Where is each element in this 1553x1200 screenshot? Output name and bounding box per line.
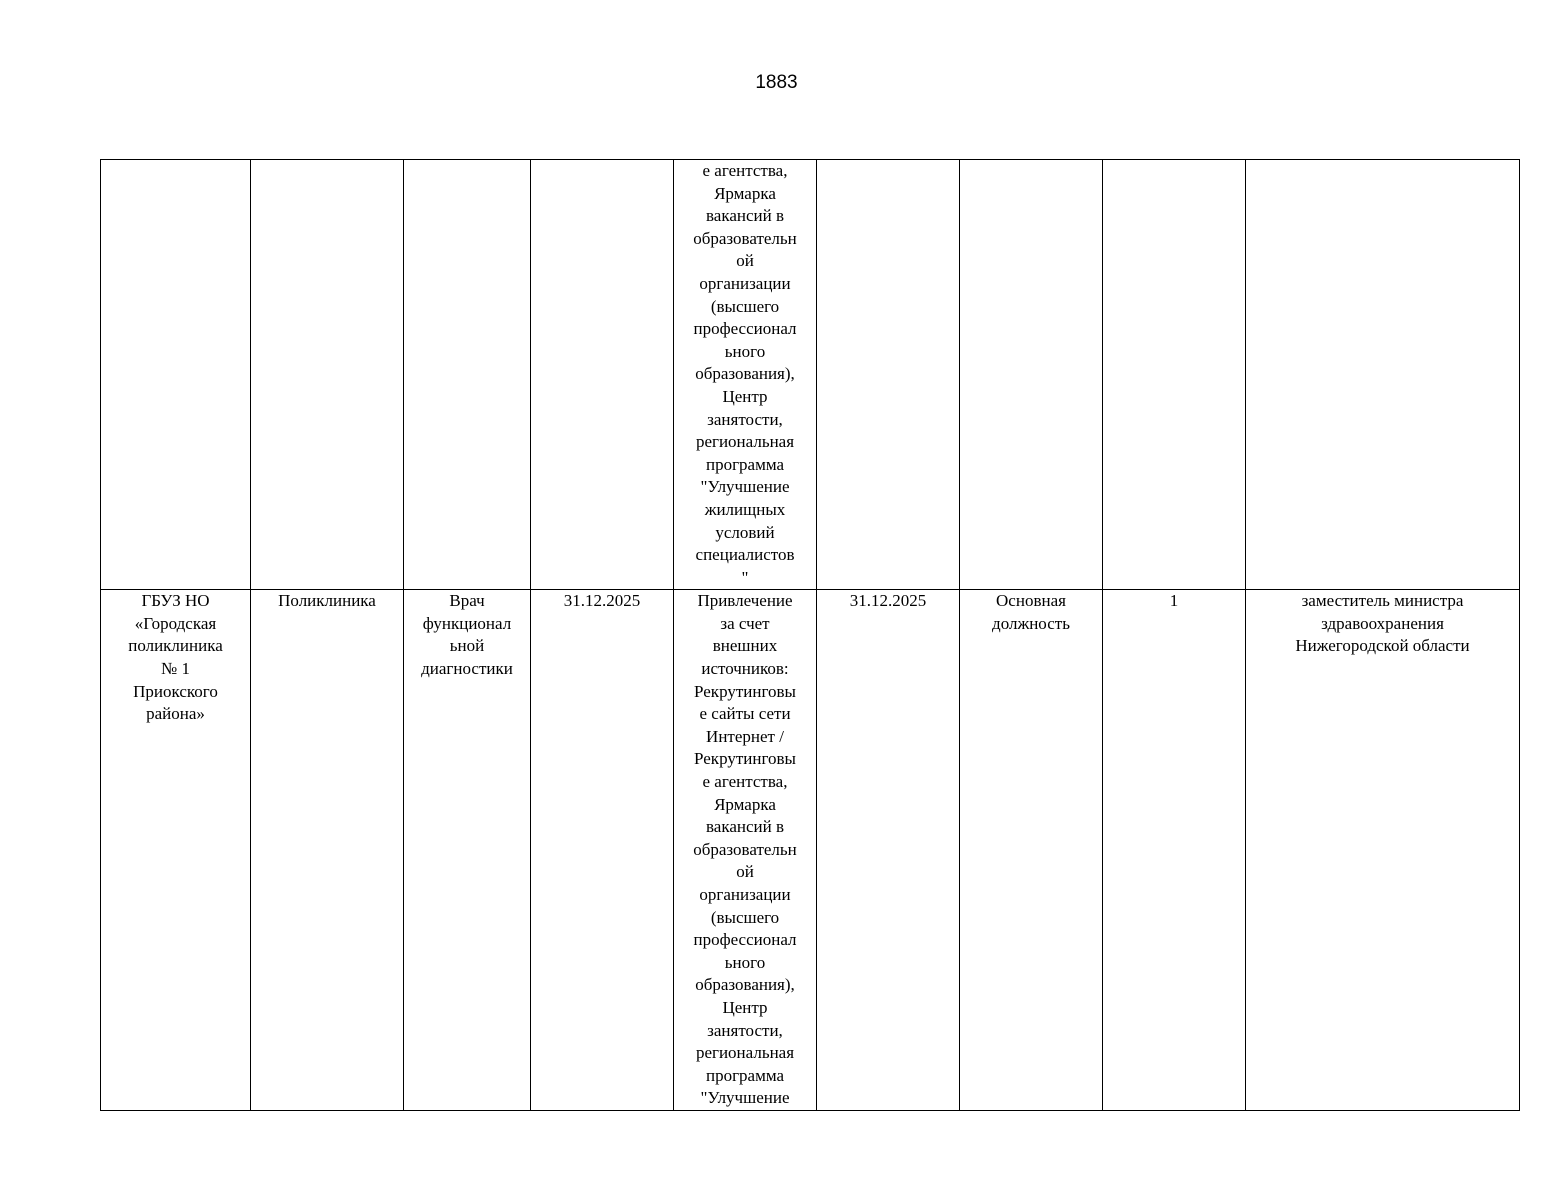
cell-source: е агентства, Ярмарка вакансий в образовательн ой организации (высшего профессионал ьного образования), Центр занятости, региональная программа "Улучшение жилищных условий специалистов " (674, 160, 817, 590)
cell-unit (251, 160, 404, 590)
page-number: 1883 (755, 72, 798, 93)
document-table (100, 159, 1520, 1111)
cell-position: Врач функционал ьной диагностики (404, 590, 531, 1111)
cell-position (404, 160, 531, 590)
cell-post-type: Основная должность (960, 590, 1103, 1111)
cell-organization: ГБУЗ НО «Городская поликлиника № 1 Приокского района» (101, 590, 251, 1111)
table-row (101, 160, 1520, 590)
cell-count (1103, 160, 1246, 590)
cell-date-2: 31.12.2025 (817, 590, 960, 1111)
cell-date: 31.12.2025 (531, 590, 674, 1111)
cell-responsible (1246, 160, 1520, 590)
cell-count: 1 (1103, 590, 1246, 1111)
cell-unit: Поликлиника (251, 590, 404, 1111)
cell-post-type (960, 160, 1103, 590)
table-row (101, 590, 1520, 1111)
cell-date-2 (817, 160, 960, 590)
cell-source: Привлечение за счет внешних источников: Рекрутинговы е сайты сети Интернет / Рекрутинговы е агентства, Ярмарка вакансий в образовательн ой организации (высшего профессионал ьного образования), Центр занятости, региональная программа "Улучшение (674, 590, 817, 1111)
cell-organization (101, 160, 251, 590)
cell-date (531, 160, 674, 590)
cell-responsible: заместитель министра здравоохранения Нижегородской области (1246, 590, 1520, 1111)
